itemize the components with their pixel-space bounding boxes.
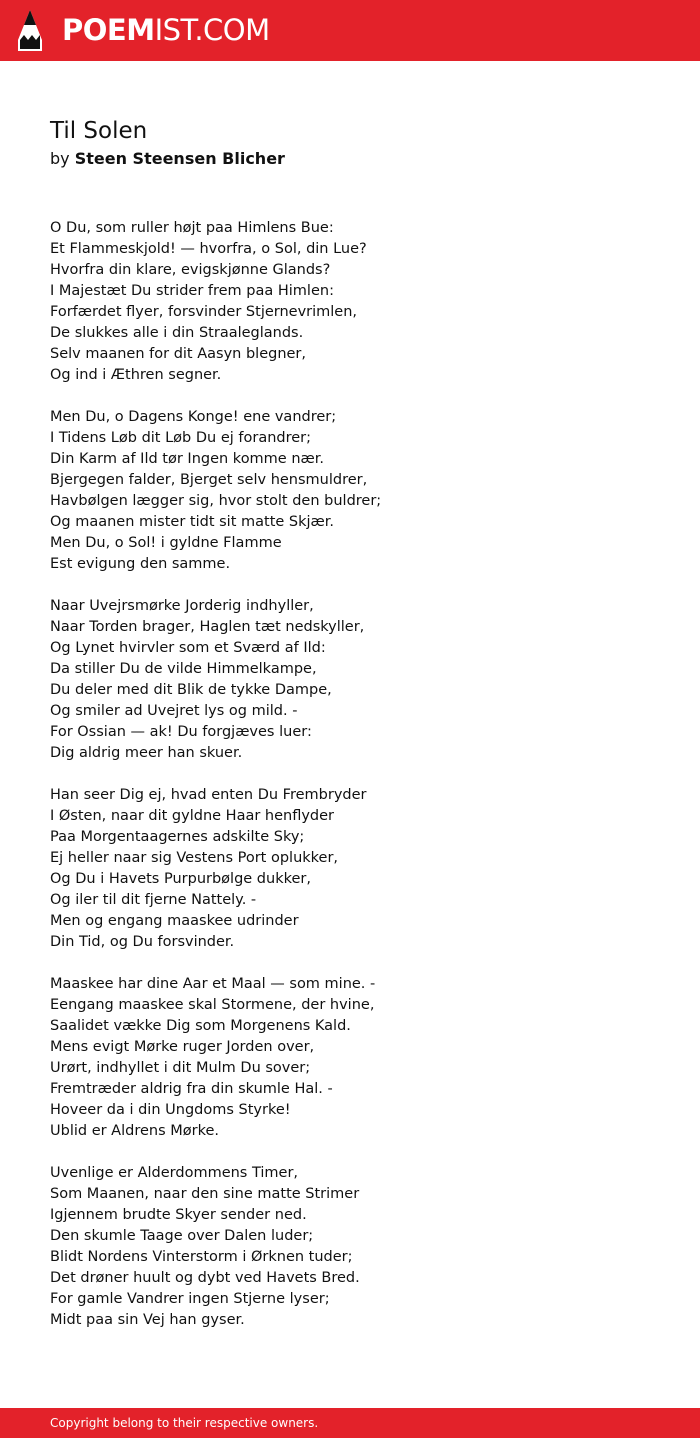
poem-line: Bjergegen falder, Bjerget selv hensmuldrer, <box>50 472 368 488</box>
poem-line: Men og engang maaskee udrinder <box>50 913 299 929</box>
pencil-tip-icon[interactable] <box>17 9 43 52</box>
logo-text-light: IST.COM <box>154 13 270 47</box>
poem-line: Saalidet vække Dig som Morgenens Kald. <box>50 1018 351 1034</box>
poem-line: Urørt, indhyllet i dit Mulm Du sover; <box>50 1060 311 1076</box>
poem-line: Da stiller Du de vilde Himmelkampe, <box>50 661 317 677</box>
poem-body <box>50 218 670 1352</box>
site-header <box>0 0 700 61</box>
poem-line: I Majestæt Du strider frem paa Himlen: <box>50 283 334 299</box>
poem-line: Din Karm af Ild tør Ingen komme nær. <box>50 451 325 467</box>
poem-line: Eengang maaskee skal Stormene, der hvine, <box>50 997 375 1013</box>
poem-line: Hoveer da i din Ungdoms Styrke! <box>50 1102 291 1118</box>
poem-stanza <box>50 596 670 764</box>
poem-line: Fremtræder aldrig fra din skumle Hal. - <box>50 1081 333 1097</box>
poem-line: Og ind i Æthren segner. <box>50 367 222 383</box>
poem-line: I Tidens Løb dit Løb Du ej forandrer; <box>50 430 312 446</box>
poem-line: Et Flammeskjold! — hvorfra, o Sol, din Lue? <box>50 241 367 257</box>
poem-line: Blidt Nordens Vinterstorm i Ørknen tuder; <box>50 1249 353 1265</box>
poem-line: Igjennem brudte Skyer sender ned. <box>50 1207 307 1223</box>
poem-line: Hvorfra din klare, evigskjønne Glands? <box>50 262 331 278</box>
poem-line: Midt paa sin Vej han gyser. <box>50 1312 245 1328</box>
poem-author[interactable]: Steen Steensen Blicher <box>74 149 285 168</box>
poem-line: O Du, som ruller højt paa Himlens Bue: <box>50 220 334 236</box>
logo-text-bold: POEM <box>62 13 155 47</box>
poem-stanza <box>50 1163 670 1331</box>
poem-line: Men Du, o Dagens Konge! ene vandrer; <box>50 409 337 425</box>
poem-stanza <box>50 218 670 386</box>
poem-line: Og Du i Havets Purpurbølge dukker, <box>50 871 311 887</box>
poem-line: Ej heller naar sig Vestens Port oplukker, <box>50 850 339 866</box>
poem-line: Og smiler ad Uvejret lys og mild. - <box>50 703 298 719</box>
poem-line: De slukkes alle i din Straaleglands. <box>50 325 304 341</box>
poem-line: Ublid er Aldrens Mørke. <box>50 1123 220 1139</box>
poem-line: I Østen, naar dit gyldne Haar henflyder <box>50 808 335 824</box>
poem-line: Dig aldrig meer han skuer. <box>50 745 243 761</box>
poem-line: Uvenlige er Alderdommens Timer, <box>50 1165 299 1181</box>
poem-line: Havbølgen lægger sig, hvor stolt den buldrer; <box>50 493 382 509</box>
poem-title: Til Solen <box>50 118 148 144</box>
poem-line: For gamle Vandrer ingen Stjerne lyser; <box>50 1291 330 1307</box>
poem-stanza <box>50 407 670 575</box>
poem-stanza <box>50 785 670 953</box>
poem-line: Din Tid, og Du forsvinder. <box>50 934 235 950</box>
poem-line: Paa Morgentaagernes adskilte Sky; <box>50 829 305 845</box>
poem-line: Den skumle Taage over Dalen luder; <box>50 1228 314 1244</box>
poem-line: Og maanen mister tidt sit matte Skjær. <box>50 514 335 530</box>
poem-line: Og iler til dit fjerne Nattely. - <box>50 892 257 908</box>
poem-line: Naar Torden brager, Haglen tæt nedskyller, <box>50 619 365 635</box>
poem-line: Est evigung den samme. <box>50 556 231 572</box>
poem-line: Maaskee har dine Aar et Maal — som mine. - <box>50 976 376 992</box>
site-footer <box>0 1408 700 1438</box>
poem-line: Som Maanen, naar den sine matte Strimer <box>50 1186 360 1202</box>
poem-line: Og Lynet hvirvler som et Sværd af Ild: <box>50 640 326 656</box>
poem-line: Forfærdet flyer, forsvinder Stjernevrimlen, <box>50 304 358 320</box>
poem-line: Men Du, o Sol! i gyldne Flamme <box>50 535 282 551</box>
poem-line: For Ossian — ak! Du forgjæves luer: <box>50 724 312 740</box>
poem-line: Det drøner huult og dybt ved Havets Bred. <box>50 1270 360 1286</box>
poem-stanza <box>50 974 670 1142</box>
poem-line: Du deler med dit Blik de tykke Dampe, <box>50 682 332 698</box>
poem-line: Selv maanen for dit Aasyn blegner, <box>50 346 307 362</box>
poem-line: Han seer Dig ej, hvad enten Du Frembryder <box>50 787 367 803</box>
byline-prefix: by <box>50 149 70 168</box>
poem-byline <box>50 148 285 169</box>
poem-line: Mens evigt Mørke ruger Jorden over, <box>50 1039 315 1055</box>
poem-line: Naar Uvejrsmørke Jorderig indhyller, <box>50 598 314 614</box>
copyright-notice: Copyright belong to their respective owners. <box>50 1416 319 1430</box>
site-logo[interactable] <box>62 12 270 48</box>
